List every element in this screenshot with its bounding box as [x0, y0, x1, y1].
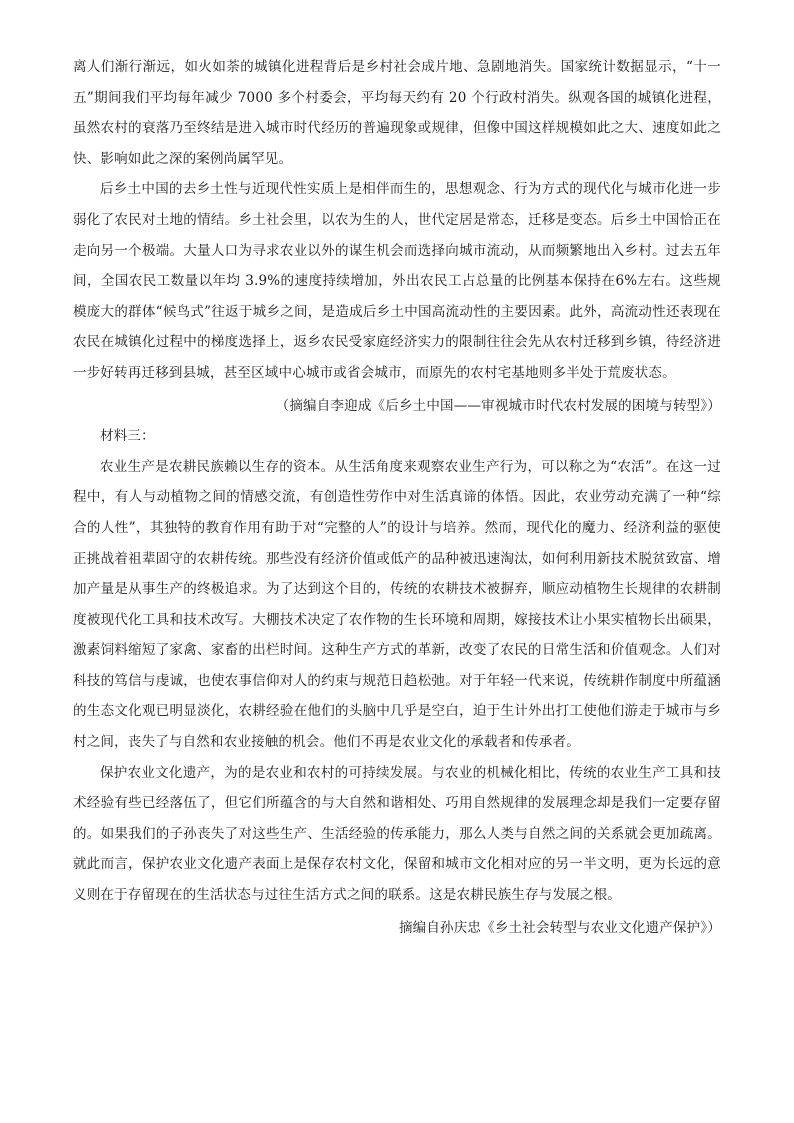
material3-paragraph-1: 农业生产是农耕民族赖以生存的资本。从生活角度来观察农业生产行为，可以称之为“农活”。在这一过程中，有人与动植物之间的情感交流，有创造性劳作中对生活真谛的体悟。因此，农业劳动充满了一种“综合的人性”，其独特的教育作用有助于对“完整的人”的设计与培养。然而，现代化的魔力、经济利益的驱使正挑战着祖辈固守的农耕传统。那些没有经济价值或低产的品种被迅速淘汰，如何利用新技术脱贫致富、增加产量是从事生产的终极追求。为了达到这个目的，传统的农耕技术被摒弃，顺应动植物生长规律的农耕制度被现代化工具和技术改写。大棚技术决定了农作物的生长环境和周期，嫁接技术让小果实植物长出硕果，激素饲料缩短了家禽、家畜的出栏时间。这种生产方式的革新，改变了农民的日常生活和价值观念。人们对科技的笃信与虔诚，也使农事信仰对人的约束与规范日趋松弛。对于年轻一代来说，传统耕作制度中所蕴涵的生态文化观已明显淡化，农耕经验在他们的头脑中几乎是空白，迫于生计外出打工使他们游走于城市与乡村之间，丧失了与自然和农业接触的机会。他们不再是农业文化的承载者和传承者。	[73, 458, 721, 751]
material2-paragraph-1: 离人们渐行渐远，如火如荼的城镇化进程背后是乡村社会成片地、急剧地消失。国家统计数据显示，“十一五”期间我们平均每年减少 7000 多个村委会，平均每天约有 20 个行政村消失。纵观各国的城镇化进程，虽然农村的衰落乃至终结是进入城市时代经历的普遍现象或规律，但像中国这样规模如此之大、速度如此之快、影响如此之深的案例尚属罕见。	[73, 59, 721, 167]
material2-source: （摘编自李迎成《后乡土中国——审视城市时代农村发展的困境与转型》）	[275, 397, 721, 414]
material2-paragraph-2: 后乡土中国的去乡土性与近现代性实质上是相伴而生的，思想观念、行为方式的现代化与城市化进一步弱化了农民对土地的情结。乡土社会里，以农为生的人，世代定居是常态，迁移是变态。后乡土中国恰正在走向另一个极端。大量人口为寻求农业以外的谋生机会而选择向城市流动，从而频繁地出入乡村。过去五年间，全国农民工数量以年均 3.9%的速度持续增加，外出农民工占总量的比例基本保持在6%左右。这些规模庞大的群体“候鸟式”往返于城乡之间，是造成后乡土中国高流动性的主要因素。此外，高流动性还表现在农民在城镇化过程中的梯度选择上，返乡农民受家庭经济实力的限制往往会先从农村迁移到乡镇，待经济进一步好转再迁移到县城，甚至区域中心城市或省会城市，而原先的农村宅基地则多半处于荒废状态。	[73, 181, 721, 381]
material3-paragraph-2: 保护农业文化遗产，为的是农业和农村的可持续发展。与农业的机械化相比，传统的农业生产工具和技术经验有些已经落伍了，但它们所蕴含的与大自然和谐相处、巧用自然规律的发展理念却是我们一定要存留的。如果我们的子孙丧失了对这些生产、生活经验的传承能力，那么人类与自然之间的关系就会更加疏离。就此而言，保护农业文化遗产表面上是保存农村文化，保留和城市文化相对应的另一半文明，更为长远的意义则在于存留现在的生活状态与过往生活方式之间的联系。这是农耕民族生存与发展之根。	[73, 764, 721, 904]
material3-source: 摘编自孙庆忠《乡土社会转型与农业文化遗产保护》）	[398, 919, 721, 936]
material3-label: 材料三：	[100, 428, 155, 445]
